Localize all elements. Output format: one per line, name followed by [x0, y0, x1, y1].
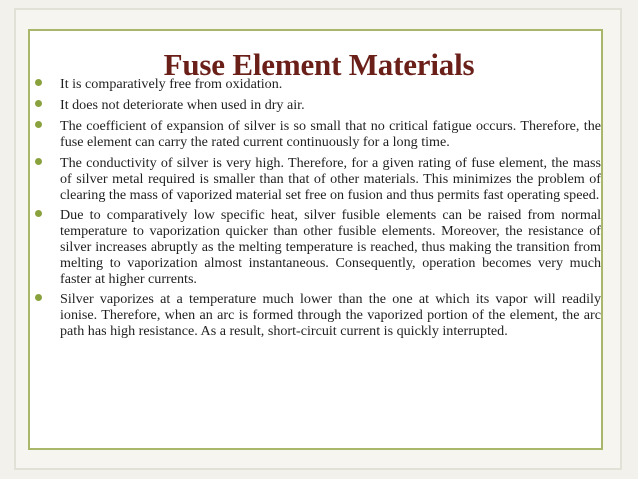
bullet-text: The coefficient of expansion of silver is so small that no critical fatigue occurs. Therefore, the fuse element can carry the rated current continuously for a long time. — [60, 118, 601, 150]
bullet-text: Due to comparatively low specific heat, silver fusible elements can be raised from normal temperature to vaporization quicker than other fusible elements. Moreover, the resistance of silver increases abruptly as the melting temperature is reached, thus making the transition from melting to vaporization almost instantaneous. Consequently, operation becomes very much faster at higher currents. — [60, 207, 601, 287]
slide-title: Fuse Element Materials — [163, 47, 475, 82]
bullet-icon — [35, 294, 42, 301]
bullet-item — [40, 291, 601, 339]
bullet-item — [40, 97, 601, 113]
bullet-icon — [35, 100, 42, 107]
bullet-text: It does not deteriorate when used in dry air. — [60, 97, 305, 113]
bullet-item — [40, 155, 601, 203]
bullet-text: It is comparatively free from oxidation. — [60, 76, 283, 92]
bullet-item — [40, 76, 601, 92]
bullet-icon — [35, 79, 42, 86]
bullet-item — [40, 118, 601, 150]
bullet-icon — [35, 121, 42, 128]
bullet-list — [40, 76, 601, 339]
bullet-text: Silver vaporizes at a temperature much lower than the one at which its vapor will readily ionise. Therefore, when an arc is formed through the vaporized portion of the element, the arc path has high resistance. As a result, short-circuit current is quickly interrupted. — [60, 291, 601, 339]
bullet-text: The conductivity of silver is very high. Therefore, for a given rating of fuse element, the mass of silver metal required is smaller than that of other materials. This minimizes the problem of clearing the mass of vaporized material set free on fusion and thus permits fast operating speed. — [60, 155, 601, 203]
bullet-icon — [35, 158, 42, 165]
bullet-item — [40, 207, 601, 287]
bullet-icon — [35, 210, 42, 217]
